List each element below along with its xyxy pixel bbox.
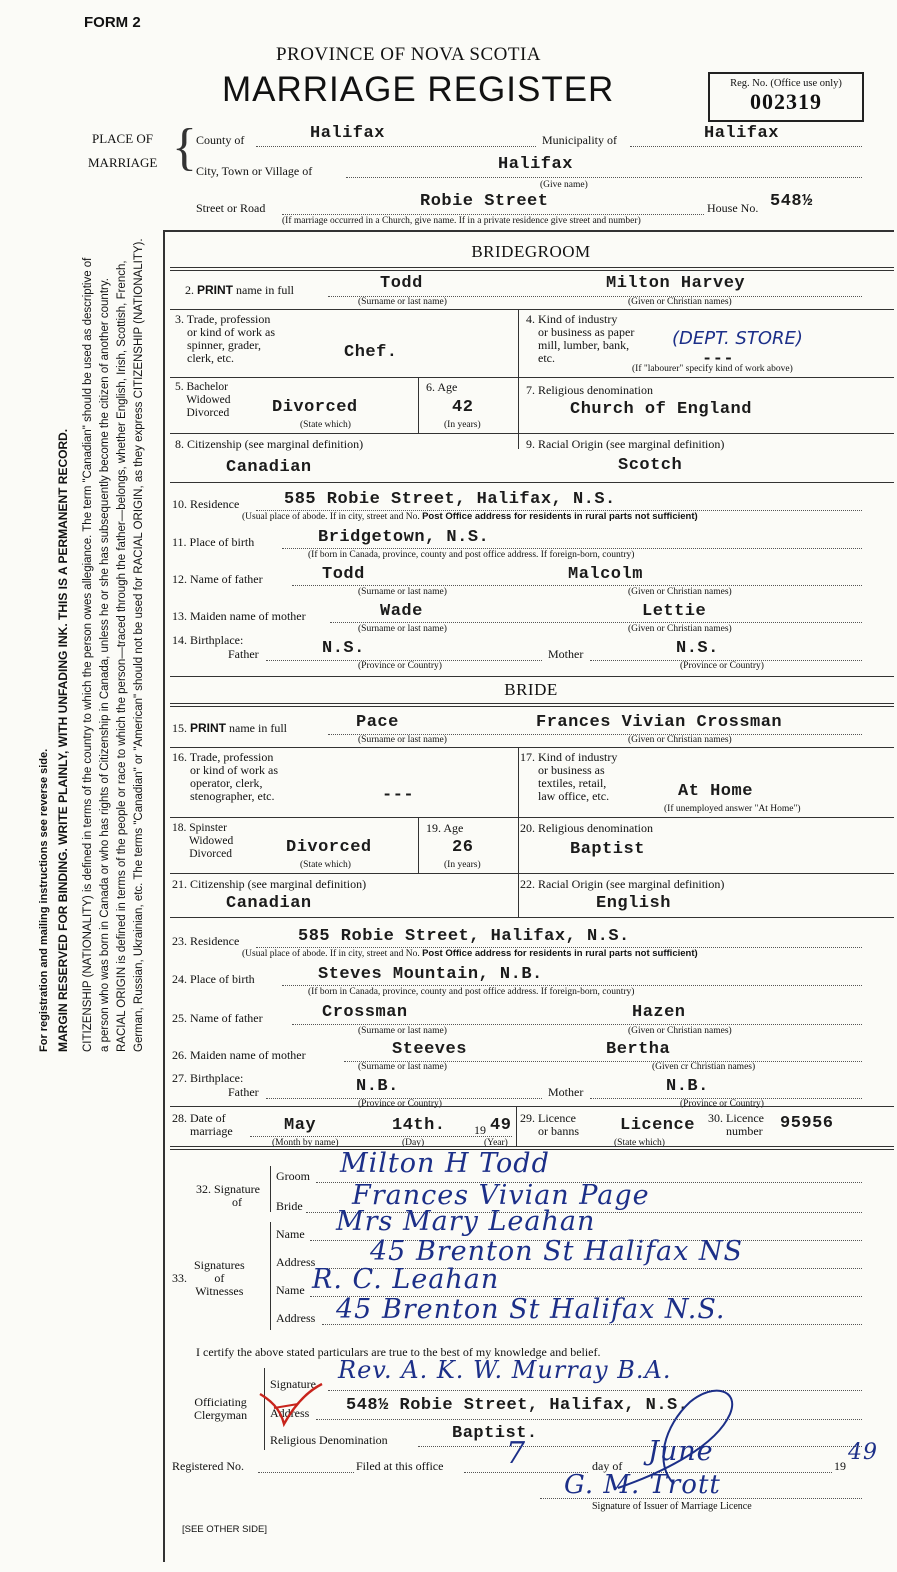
licence-label: 29. Licence or banns: [520, 1111, 579, 1138]
bride-given-hint: (Given or Christian names): [628, 735, 732, 745]
bride-trade-label: 16. Trade, profession or kind of work as operator, clerk, stenographer, etc.: [172, 750, 278, 803]
bride-mother-surname-hint: (Surname or last name): [358, 1062, 447, 1072]
groom-mother-label: 13. Maiden name of mother: [172, 609, 306, 623]
groom-birthplace-hint: (If born in Canada, province, county and post office address. If foreign-born, country): [308, 550, 635, 560]
groom-surname: Todd: [380, 274, 423, 293]
bride-father-surname: Crossman: [322, 1003, 408, 1022]
groom-trade: Chef.: [344, 343, 398, 362]
w2-name-label: Name: [276, 1283, 305, 1297]
groom-mother-surname-hint: (Surname or last name): [358, 624, 447, 634]
groom-industry-hint: (If "labourer" specify kind of work above): [632, 364, 793, 374]
city-label: City, Town or Village of: [196, 164, 313, 178]
groom-father-label: 12. Name of father: [172, 572, 263, 586]
bride-citizenship-label: 21. Citizenship (see marginal definition): [172, 877, 367, 891]
bride-industry-hint: (If unemployed answer "At Home"): [664, 804, 801, 814]
groom-industry-hand: (DEPT. STORE): [672, 328, 803, 349]
province-heading: PROVINCE OF NOVA SCOTIA: [275, 44, 542, 65]
bride-status-label: 18. Spinster Widowed Divorced: [172, 822, 234, 860]
groom-status: Divorced: [272, 398, 358, 417]
groom-citizenship: Canadian: [226, 458, 312, 477]
groom-given-hint: (Given or Christian names): [628, 297, 732, 307]
form-number: FORM 2: [84, 14, 141, 31]
bride-racial-label: 22. Racial Origin (see marginal definition): [520, 877, 725, 891]
bride-birthplace: Steves Mountain, N.B.: [318, 965, 543, 984]
bride-mother-given: Bertha: [606, 1040, 671, 1059]
street-label: Street or Road: [196, 201, 266, 215]
bride-bp-label: 27. Birthplace:: [172, 1071, 244, 1085]
w1-address-label: Address: [276, 1255, 316, 1269]
marriage-year: 49: [490, 1116, 512, 1135]
page-title: MARRIAGE REGISTER: [222, 70, 615, 109]
filed-year: 49: [848, 1440, 878, 1465]
bride-residence: 585 Robie Street, Halifax, N.S.: [298, 927, 630, 946]
groom-signature: Milton H Todd: [340, 1148, 550, 1179]
bride-father-given: Hazen: [632, 1003, 686, 1022]
brace: {: [172, 119, 197, 176]
groom-bp-father-label: Father: [228, 647, 259, 661]
bride-status: Divorced: [286, 838, 372, 857]
bride-status-hint: (State which): [300, 860, 351, 870]
groom-birthplace: Bridgetown, N.S.: [318, 528, 490, 547]
witness1-address: 45 Brenton St Halifax NS: [370, 1236, 743, 1267]
bride-industry-label: 17. Kind of industry or business as textiles, retail, law office, etc.: [520, 750, 618, 803]
filed-label: Filed at this office: [356, 1459, 444, 1473]
licence-value: Licence: [620, 1116, 695, 1135]
house-label: House No.: [707, 201, 759, 215]
groom-status-hint: (State which): [300, 420, 351, 430]
groom-bp-father: N.S.: [322, 639, 365, 658]
groom-residence-label: 10. Residence: [172, 497, 240, 511]
groom-bp-mother: N.S.: [676, 639, 719, 658]
bride-signature: Frances Vivian Page: [352, 1180, 650, 1211]
bride-heading: BRIDE: [504, 680, 558, 699]
groom-age-label: 6. Age: [426, 380, 458, 394]
day-of-label: day of: [592, 1459, 623, 1473]
groom-citizenship-label: 8. Citizenship (see marginal definition): [175, 437, 364, 451]
bride-name-label: 15. PRINT name in full: [172, 721, 287, 735]
certify-statement: I certify the above stated particulars are true to the best of my knowledge and belief.: [196, 1345, 601, 1359]
bride-age-hint: (In years): [444, 860, 481, 870]
groom-name-label: 2. PRINT name in full: [185, 283, 294, 297]
bride-citizenship: Canadian: [226, 894, 312, 913]
bride-father-given-hint: (Given or Christian names): [628, 1026, 732, 1036]
groom-mother-given-hint: (Given or Christian names): [628, 624, 732, 634]
house-value: 548½: [770, 192, 813, 211]
municipality-label: Municipality of: [542, 133, 617, 147]
licence-no-value: 95956: [780, 1114, 834, 1133]
binding-margin: For registration and mailing instructions see reverse side. MARGIN RESERVED FOR BINDING. WRITE PLAINLY, WITH UNFADING INK. THIS IS A PERMANENT RECORD. CITIZENSHIP (NATIONALITY) is defined in terms of the country to which the person owes allegiance. The term "Canadian" should be used as descriptive of a person who was born in Canada or who has rights of Citizenship in Canada, unless he or she has subsequently become the citizen of another country. RACIAL ORIGIN is defined in terms of the people or race to which the person—traced through the father—belongs, whether English, Irish, Scottish, French, German, Russian, Ukrainian, etc. The terms "Canadian" or "American" should not be used for RACIAL ORIGIN, as they express CITIZENSHIP (NATIONALITY).: [38, 238, 145, 1052]
marriage-year-hint: (Year): [484, 1138, 508, 1148]
bride-given: Frances Vivian Crossman: [536, 713, 783, 732]
groom-industry-typed: ---: [702, 350, 735, 369]
county-value: Halifax: [310, 124, 385, 143]
see-other-side: [SEE OTHER SIDE]: [182, 1524, 267, 1535]
groom-father-given-hint: (Given or Christian names): [628, 587, 732, 597]
groom-bp-label: 14. Birthplace:: [172, 633, 244, 647]
reg-no-box: [708, 72, 864, 122]
groom-birthplace-label: 11. Place of birth: [172, 535, 255, 549]
bride-residence-hint: (Usual place of abode. If in city, street and No. Post Office address for residents in rural parts not sufficient): [242, 948, 698, 959]
clergy-address: 548½ Robie Street, Halifax, N.S.: [346, 1396, 689, 1415]
groom-father-surname: Todd: [322, 565, 365, 584]
groom-bp-mother-hint: (Province or Country): [680, 661, 764, 671]
marriage-day: 14th.: [392, 1116, 446, 1135]
street-hint: (If marriage occurred in a Church, give name. If in a private residence give street and number): [282, 216, 641, 226]
filed-year-prefix: 19: [834, 1459, 846, 1473]
bride-bp-mother-hint: (Province or Country): [680, 1099, 764, 1109]
groom-mother-surname: Wade: [380, 602, 423, 621]
red-check-mark-icon: [254, 1378, 326, 1430]
bride-mother-label: 26. Maiden name of mother: [172, 1048, 306, 1062]
witness1-name: Mrs Mary Leahan: [336, 1206, 596, 1237]
bride-father-label: 25. Name of father: [172, 1011, 263, 1025]
bride-bp-father-label: Father: [228, 1085, 259, 1099]
groom-status-label: 5. Bachelor Widowed Divorced: [175, 381, 231, 419]
groom-bp-father-hint: (Province or Country): [358, 661, 442, 671]
licence-no-label: 30. Licence number: [708, 1111, 764, 1138]
religious-denomination: Baptist.: [452, 1424, 538, 1443]
groom-religion: Church of England: [570, 400, 752, 419]
issuer-label: Signature of Issuer of Marriage Licence: [592, 1501, 752, 1512]
w2-address-label: Address: [276, 1311, 316, 1325]
reg-no-label: Reg. No. (Office use only): [730, 78, 842, 89]
groom-religion-label: 7. Religious denomination: [526, 383, 653, 397]
city-value: Halifax: [498, 155, 573, 174]
marriage-month: May: [284, 1116, 317, 1135]
bride-mother-surname: Steeves: [392, 1040, 467, 1059]
bride-father-surname-hint: (Surname or last name): [358, 1026, 447, 1036]
bride-bp-mother: N.B.: [666, 1077, 709, 1096]
groom-racial-label: 9. Racial Origin (see marginal definition): [526, 437, 725, 451]
bride-sig-label: Bride: [276, 1199, 303, 1213]
issuer-signature: G. M. Trott: [564, 1470, 721, 1500]
signature-flourish-icon: [604, 1376, 754, 1502]
clergy-signature-label: Signature: [270, 1377, 316, 1391]
bride-mother-given-hint: (Given cr Christian names): [652, 1062, 756, 1072]
marriage-month-hint: (Month by name): [272, 1138, 339, 1148]
marriage-day-hint: (Day): [402, 1138, 425, 1148]
signature-of-label: 32. Signature of: [196, 1182, 260, 1209]
witness2-name: R. C. Leahan: [312, 1264, 500, 1295]
groom-surname-hint: (Surname or last name): [358, 297, 447, 307]
bride-birthplace-label: 24. Place of birth: [172, 972, 255, 986]
filed-day: 7: [506, 1436, 527, 1471]
place-label-1: PLACE OF: [92, 131, 154, 146]
bride-religion-label: 20. Religious denomination: [520, 821, 653, 835]
registered-no-label: Registered No.: [172, 1459, 244, 1473]
bride-bp-mother-label: Mother: [548, 1085, 584, 1099]
groom-residence-hint: (Usual place of abode. If in city, street and No. Post Office address for residents in rural parts not sufficient): [242, 511, 698, 522]
groom-father-given: Malcolm: [568, 565, 643, 584]
marriage-year-prefix: 19: [474, 1123, 486, 1137]
groom-age-hint: (In years): [444, 420, 481, 430]
bride-trade: ---: [382, 786, 415, 805]
witness2-address: 45 Brenton St Halifax N.S.: [336, 1294, 726, 1325]
bride-residence-label: 23. Residence: [172, 934, 240, 948]
groom-trade-label: 3. Trade, profession or kind of work as spinner, grader, clerk, etc.: [175, 312, 275, 365]
clergy-label: Officiating Clergyman: [194, 1395, 248, 1422]
licence-hint: (State which): [614, 1138, 665, 1148]
bride-bp-father-hint: (Province or Country): [358, 1099, 442, 1109]
groom-racial: Scotch: [618, 456, 683, 475]
bride-surname-hint: (Surname or last name): [358, 735, 447, 745]
bridegroom-heading: BRIDEGROOM: [471, 242, 591, 261]
bride-bp-father: N.B.: [356, 1077, 399, 1096]
reg-no-value: 002319: [750, 89, 822, 114]
witness-num: 33.: [172, 1271, 187, 1285]
groom-father-surname-hint: (Surname or last name): [358, 587, 447, 597]
groom-bp-mother-label: Mother: [548, 647, 584, 661]
county-label: County of: [196, 133, 245, 147]
filed-month: June: [648, 1436, 714, 1467]
bride-age-label: 19. Age: [426, 821, 464, 835]
groom-residence: 585 Robie Street, Halifax, N.S.: [284, 490, 616, 509]
clergy-address-label: Address: [270, 1406, 310, 1420]
bride-birthplace-hint: (If born in Canada, province, county and post office address. If foreign-born, country): [308, 987, 635, 997]
bride-surname: Pace: [356, 713, 399, 732]
bride-industry: At Home: [678, 782, 753, 801]
witness-label: Signatures of Witnesses: [194, 1258, 245, 1298]
groom-industry-label: 4. Kind of industry or business as paper mill, lumber, bank, etc.: [526, 312, 635, 365]
w1-name-label: Name: [276, 1227, 305, 1241]
groom-age: 42: [452, 398, 474, 417]
clergy-signature: Rev. A. K. W. Murray B.A.: [338, 1356, 672, 1384]
place-label-2: MARRIAGE: [88, 155, 158, 170]
religious-denomination-label: Religious Denomination: [270, 1433, 388, 1447]
municipality-value: Halifax: [704, 124, 779, 143]
street-value: Robie Street: [420, 192, 549, 211]
groom-given: Milton Harvey: [606, 274, 746, 293]
bride-racial: English: [596, 894, 671, 913]
marriage-date-label: 28. Date of marriage: [172, 1111, 233, 1138]
groom-mother-given: Lettie: [642, 602, 707, 621]
bride-religion: Baptist: [570, 840, 645, 859]
bride-age: 26: [452, 838, 474, 857]
city-hint: (Give name): [540, 180, 588, 190]
groom-sig-label: Groom: [276, 1169, 310, 1183]
